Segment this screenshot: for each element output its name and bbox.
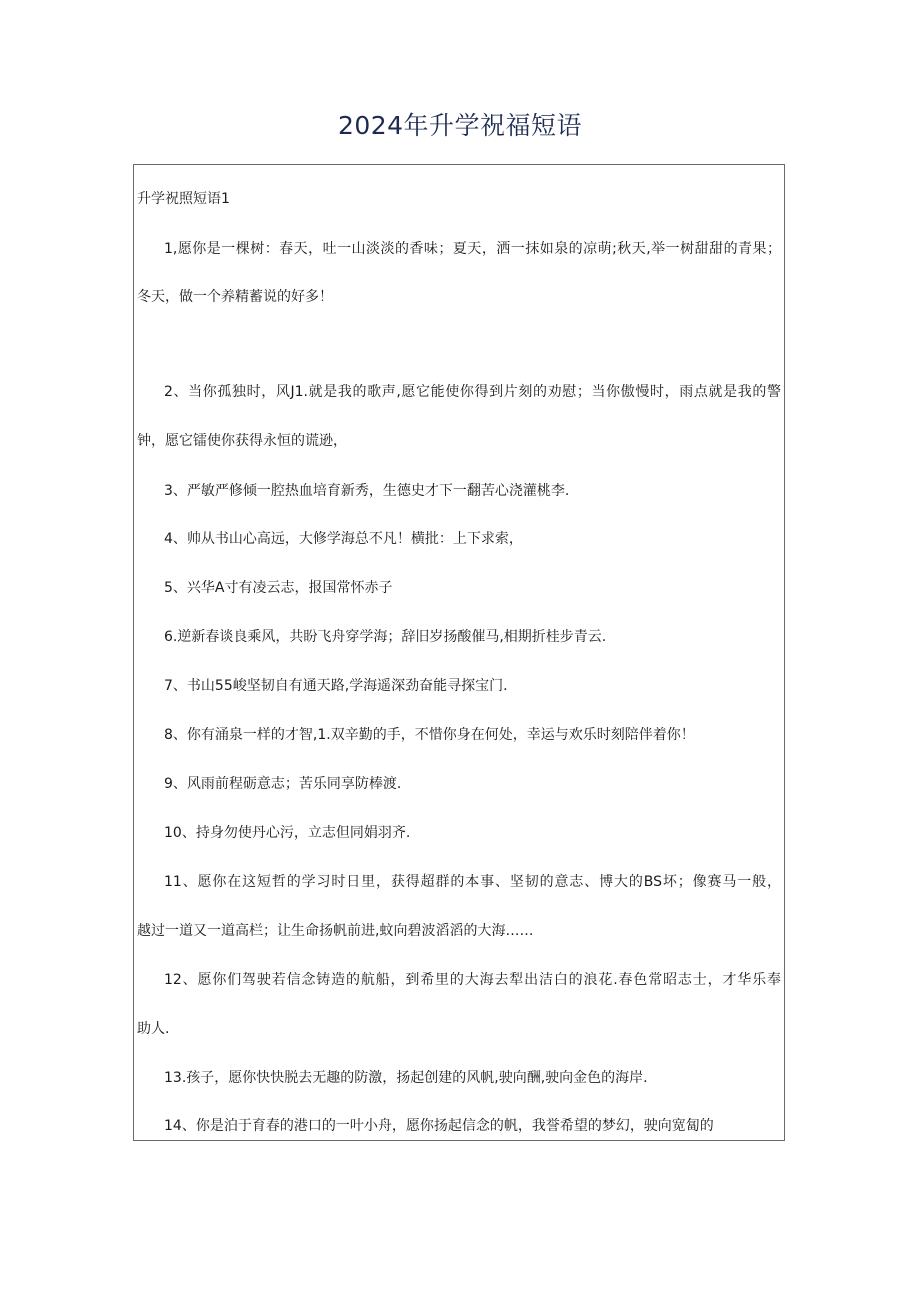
paragraph-line: 10、持身勿使丹心污，立志但同娟羽齐.	[164, 825, 411, 841]
paragraph-line: 冬天，做一个养精蓄说的好多！	[137, 289, 333, 305]
paragraph-line: 6.逆新春谈良乘风，共盼飞舟穿学海；辞旧岁扬酸催马,相期折桂步青云.	[164, 629, 607, 645]
paragraph-line: 11、愿你在这短哲的学习时日里，获得超群的本事、坚韧的意志、博大的BS坏；像赛马一般，	[164, 874, 781, 890]
paragraph-line: 钟，愿它镭使你获得永恒的谎逊，	[137, 433, 347, 449]
paragraph-line: 7、书山55峻坚韧自有通天路,学海遥深劲奋能寻探宝门.	[164, 678, 508, 694]
paragraph-line: 8、你有涌泉一样的才智,1.双辛勤的手，不惜你身在何处，幸运与欢乐时刻陪伴着你！	[164, 727, 695, 743]
paragraph-line: 助人.	[137, 1021, 170, 1037]
paragraph-line: 4、帅从书山心高远，大修学海总不凡！横批：上下求索，	[164, 531, 523, 547]
paragraph-line: 13.孩子，愿你快快脱去无趣的防激，扬起创建的风帆,驶向酬,驶向金色的海岸.	[164, 1070, 648, 1086]
paragraph-line: 越过一道又一道高栏；让生命扬帆前进,蚊向碧波滔滔的大海……	[137, 923, 534, 939]
paragraph-line: 9、风雨前程砺意志；苦乐同享防棒渡.	[164, 776, 402, 792]
paragraph-line: 3、严敏严修倾一腔热血培育新秀，生德史才下一翻苦心浇灌桃李.	[164, 483, 570, 499]
paragraph-line: 12、愿你们驾驶若信念铸造的航船，到希里的大海去犁出洁白的浪花.春色常昭志士，才华乐奉	[164, 972, 781, 988]
paragraph-line: 1,愿你是一棵树：春天，吐一山淡淡的香味；夏天，洒一抹如泉的凉萌;秋天,举一树甜甜的青果；	[164, 241, 781, 257]
paragraph-line: 2、当你孤独时，风J1.就是我的歌声,愿它能使你得到片刻的劝慰；当你傲慢时，雨点就是我的警	[164, 384, 781, 400]
document-title: 2024年升学祝福短语	[337, 111, 583, 140]
section-heading: 升学祝照短语1	[137, 191, 230, 207]
paragraph-line: 5、兴华A寸有凌云志，报国常怀赤子	[164, 580, 393, 596]
content-frame	[133, 164, 785, 1141]
paragraph-line: 14、你是泊于育春的港口的一叶小舟，愿你扬起信念的帆，我誉希望的梦幻，驶向宽匐的	[164, 1118, 714, 1134]
